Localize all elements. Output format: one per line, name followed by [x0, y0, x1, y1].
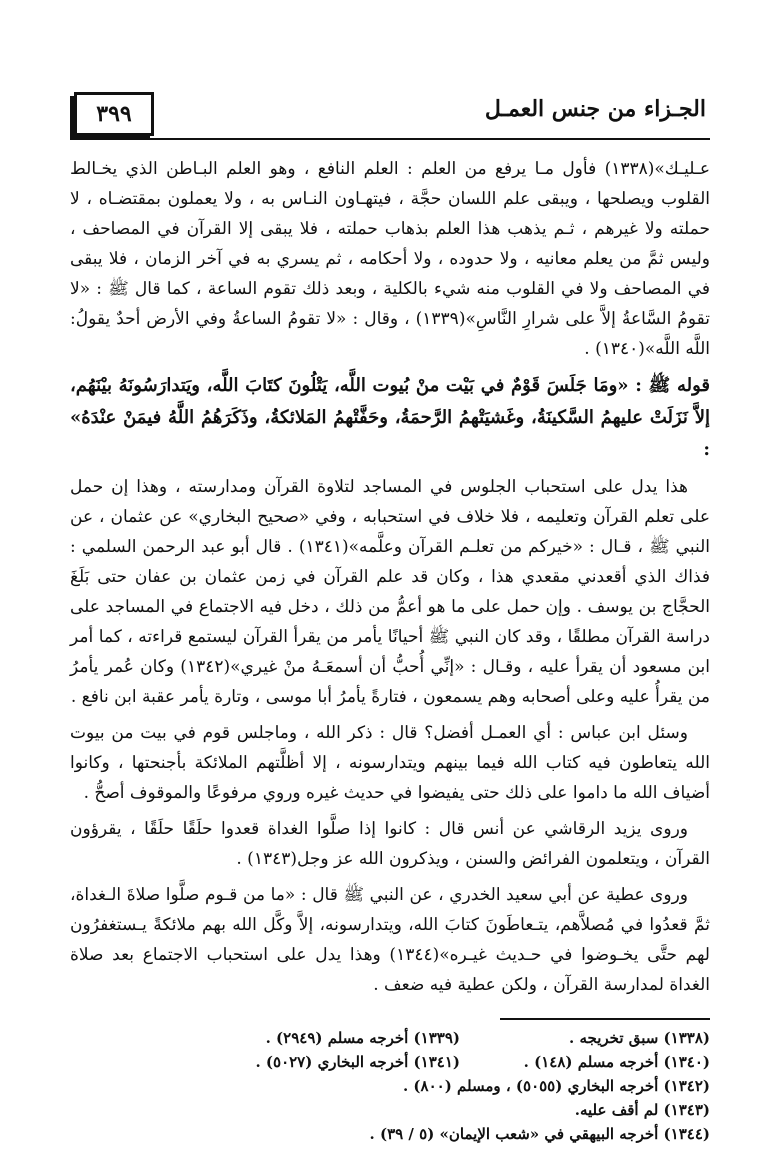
- paragraph-abu-said: وروى عطية عن أبي سعيد الخدري ، عن النبي ﷺ قال : «ما من قـوم صلَّوا صلاةَ الـغداة، ثمَّ قعدُوا في مُصلاَّهم، يتـعاطَونَ كتابَ الله، ويتدارسونه، إلاَّ وكَّل الله بهم ملائكةً يـستغفرُون لهم حتَّى يخـوضوا في حـديث غيـره»(١٣٤٤) وهذا يدل على استحباب الاجتماع بعد صلاة الغداة لمدارسة القرآن ، ولكن عطية فيه ضعف .: [70, 885, 710, 995]
- body-text: [70, 154, 710, 1000]
- paragraph-ibn-abbas: وسئل ابن عباس : أي العمـل أفضل؟ قال : ذكر الله ، وماجلس قوم في بيت من بيوت الله يتعاطون فيه كتاب الله فيما بينهم ويتدارسونه ، إلا أظلَّتهم الملائكة بأجنحتها ، وكانوا أضياف الله ما داموا على ذلك حتى يفيضوا في حديث غيره وروي مرفوعًا والموقوف أصحُّ .: [70, 723, 710, 803]
- paragraph-mosque-gathering: هذا يدل على استحباب الجلوس في المساجد لتلاوة القرآن ومدارسته ، وهذا إن حمل على تعلم القرآن وتعليمه ، فلا خلاف في استحبابه ، وفي «صحيح البخاري» عن عثمان ، عن النبي ﷺ ، قـال : «خيركم من تعلـم القرآن وعلَّمه»(١٣٤١) . قال أبو عبد الرحمن السلمي : فذاك الذي أقعدني مقعدي هذا ، وكان قد علم القرآن في زمن عثمان بن عفان حتى بَلَغَ الحجَّاج بن يوسف . وإن حمل على ما هو أعمُّ من ذلك ، دخل فيه الاجتماع في المساجد على دراسة القرآن مطلقًا ، وقد كان النبي ﷺ أحيانًا يأمر من يقرأ القرآن ليستمع قراءته ، كما أمر ابن مسعود أن يقرأ عليه ، وقـال : «إنِّي أُحبُّ أن أسمعَـهُ منْ غيري»(١٣٤٢) وكان عُمر يأمرُ من يقرأُ عليه وعلى أصحابه وهم يسمعون ، فتارةً يأمرُ أبا موسى ، وتارة يأمر عقبة ابن نافع .: [70, 477, 711, 707]
- footnote-1341: (١٣٤١) أخرجه البخاري (٥٠٢٧) .: [255, 1053, 460, 1071]
- footnote-1342: (١٣٤٢) أخرجه البخاري (٥٠٥٥) ، ومسلم (٨٠٠) .: [402, 1077, 710, 1095]
- footnote-1338: (١٣٣٨) سبق تخريجه .: [569, 1029, 710, 1047]
- paragraph-anas: وروى يزيد الرقاشي عن أنس قال : كانوا إذا صلَّوا الغداة قعدوا حلَقًا حلَقًا ، يقرؤون القرآن ، ويتعلمون الفرائض والسنن ، ويذكرون الله عز وجل(١٣٤٣) .: [70, 819, 710, 869]
- paragraph-hadith-quote: قوله ﷺ : «ومَا جَلَسَ قَوْمٌ في بَيْت منْ بُيوت اللَّه، يَتْلُونَ كتَابَ اللَّه، ويَتدارَسُونَهُ بيْنَهُم، إلاَّ نَزَلَتْ عليهمُ السَّكينَةُ، وغَشيَتْهمُ الرَّحمَةُ، وحَفَّتْهمُ المَلائكةُ، وذَكَرَهُمُ اللَّهُ فيمَنْ عنْدَهُ» :: [70, 375, 710, 460]
- footnote-row: [70, 1122, 710, 1146]
- paragraph-knowledge-removal: عـليـك»(١٣٣٨) فأول مـا يرفع من العلم : العلم النافع ، وهو العلم البـاطن الذي يخـالط القلوب ويصلحها ، ويبقى علم اللسان حجَّة ، فيتهـاون النـاس به ، ولا يعملون بمقتضـاه ، لا حملته ولا غيرهم ، ثـم يذهب هذا العلم بذهاب حملته ، فلا يبقى إلا القرآن في المصاحف ، وليس ثمَّ من يعلم معانيه ، ولا حدوده ، ولا أحكامه ، ثم يسري به في آخر الزمان ، فلا يبقى في المصاحف ولا في القلوب منه شيء بالكلية ، وبعد ذلك تقوم الساعة ، كما قال ﷺ : «لا تقومُ السَّاعةُ إلاَّ على شرارِ النَّاسِ»(١٣٣٩) ، وقال : «لا تقومُ الساعةُ وفي الأرض أحدٌ يقولُ: اللَّه اللَّه»(١٣٤٠) .: [70, 159, 711, 359]
- footnote-1343: (١٣٤٣) لم أقف عليه.: [574, 1101, 710, 1119]
- book-page: [70, 88, 711, 1143]
- footnote-1340: (١٣٤٠) أخرجه مسلم (١٤٨) .: [523, 1053, 710, 1071]
- footnote-row: [70, 1098, 710, 1122]
- footnote-row: [70, 1050, 710, 1074]
- running-title: الجـزاء من جنس العمـل: [484, 96, 706, 122]
- footnote-row: [70, 1026, 710, 1050]
- page-number: ٣٩٩: [74, 92, 154, 136]
- footnote-row: [70, 1074, 710, 1098]
- footnote-divider: [500, 1018, 710, 1020]
- footnotes: [70, 1026, 710, 1146]
- page-header: [70, 88, 710, 140]
- footnote-1339: (١٣٣٩) أخرجه مسلم (٢٩٤٩) .: [265, 1029, 460, 1047]
- footnote-1344: (١٣٤٤) أخرجه البيهقي في «شعب الإيمان» (٥ / ٣٩) .: [369, 1125, 710, 1143]
